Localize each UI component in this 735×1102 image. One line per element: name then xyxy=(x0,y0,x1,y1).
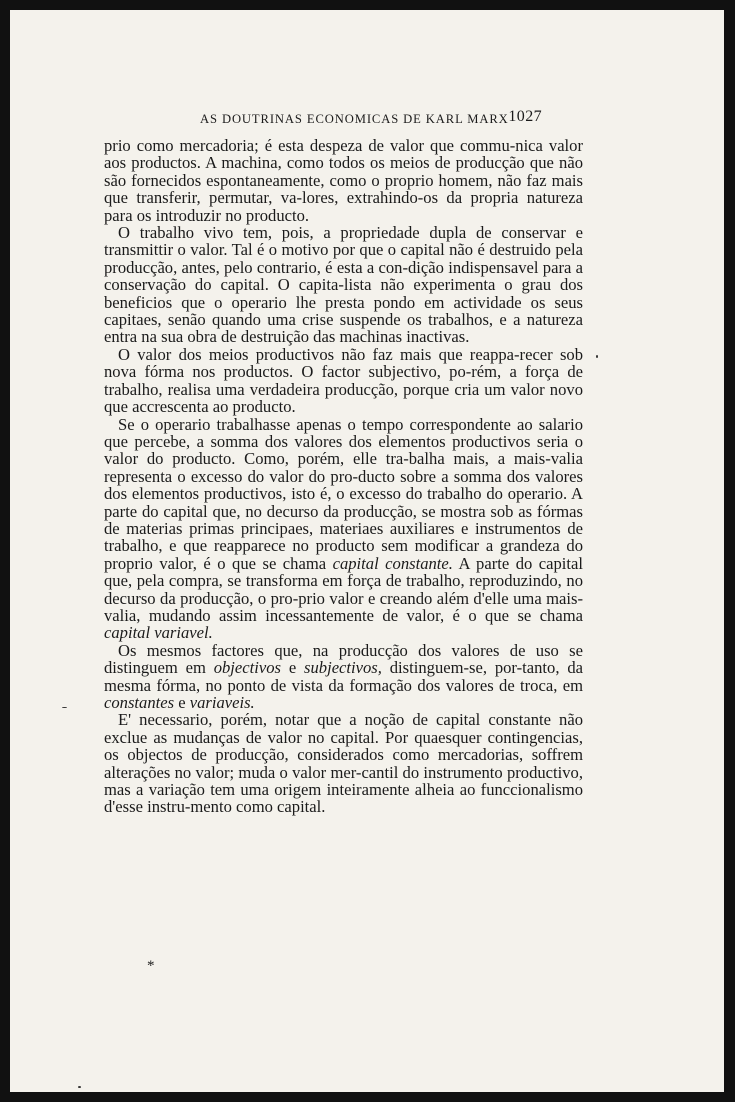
book-page xyxy=(10,10,724,1092)
paragraph-5-text-a: Os mesmos factores que, na producção dos valores de uso se distinguem em xyxy=(104,640,583,678)
term-objectivos: objectivos xyxy=(213,658,281,678)
paragraph-2: O trabalho vivo tem, pois, a propriedade dupla de conservar e transmittir o valor. Tal é o motivo por que o capital não é destruido pela producção, antes, pelo contrario, é esta a con-dição indispensavel para a conservação do capital. O capita-lista não experimenta o grau dos beneficios que o operario lhe presta pondo em actividade os seus capitaes, senão quando uma crise suspende os trabalhos, e a natureza entra na sua obra de destruição das machinas inactivas. xyxy=(104,223,583,347)
paragraph-5-text-b: e xyxy=(280,658,305,678)
ink-speck xyxy=(596,355,598,358)
term-variaveis: variaveis. xyxy=(189,693,255,712)
page-header xyxy=(200,108,542,130)
paragraph-4-text-before: Se o operario trabalhasse apenas o tempo correspondente ao salario que percebe, a somma dos valores dos elementos productivos seria o valor do producto. Como, porém, elle tra-balha mais, a mais-valia representa o excesso do valor do pro-ducto sobre a somma dos valores dos elementos productivos, isto é, o excesso do trabalho do operario. A parte do capital que, no decurso da producção, se mostra sob as fórmas de materias primas principaes, materiaes auxiliares e instrumentos de trabalho, e que reapparece no producto sem modificar a grandeza do proprio valor, é o que se chama xyxy=(104,414,583,573)
body-text xyxy=(104,137,583,816)
running-title: AS DOUTRINAS ECONOMICAS DE KARL MARX xyxy=(200,112,509,126)
asterisk-ornament: * xyxy=(147,958,155,974)
paragraph-5-text-d: e xyxy=(174,693,190,712)
term-constantes: constantes xyxy=(104,693,175,712)
paragraph-3: O valor dos meios productivos não faz mais que reappa-recer sob nova fórma nos productos. O factor subjectivo, po-rém, a força de trabalho, realisa uma verdadeira producção, porque cria um valor novo que accrescenta ao producto. xyxy=(104,344,583,417)
paragraph-5 xyxy=(104,642,583,712)
page-number: 1027 xyxy=(508,108,542,125)
paragraph-4-text-middle: A parte do capital que, pela compra, se transforma em força de trabalho, reproduzindo, no decurso da producção, o pro-prio valor e creando além d'elle uma mais-valia, mudando assim incessantemente de valor, é o que se chama xyxy=(104,553,584,625)
term-capital-variavel: capital variavel. xyxy=(104,623,213,643)
term-capital-constante: capital constante. xyxy=(332,553,453,573)
term-subjectivos: subjectivos, xyxy=(304,658,382,678)
paragraph-4 xyxy=(104,416,583,642)
ink-speck xyxy=(78,1086,81,1088)
paragraph-1: prio como mercadoria; é esta despeza de valor que commu-nica valor aos productos. A machina, como todos os meios de producção que não são fornecidos espontaneamente, como o proprio homem, não faz mais que transferir, permutar, va-lores, extrahindo-os da propria natureza para os introduzir no producto. xyxy=(104,136,583,225)
ink-speck xyxy=(62,707,67,708)
paragraph-5-text-c: distinguem-se, por-tanto, da mesma fórma, no ponto de vista da formação dos valores de troca, em xyxy=(104,658,583,695)
paragraph-6: E' necessario, porém, notar que a noção de capital constante não exclue as mudanças de valor no capital. Por quaesquer contingencias, os objectos de producção, considerados como mercadorias, soffrem alterações no valor; muda o valor mer-cantil do instrumento productivo, mas a variação tem uma origem inteiramente alheia ao funccionalismo d'esse instru-mento como capital. xyxy=(104,710,583,817)
